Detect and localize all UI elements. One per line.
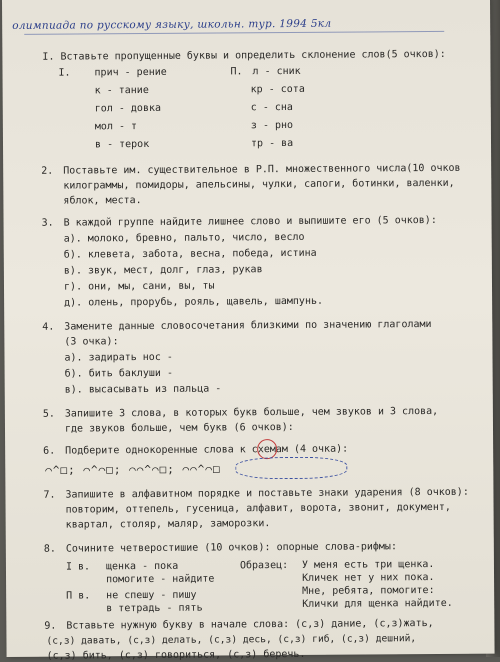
task3-number: 3. <box>41 217 54 229</box>
task9-line: Вставьте нужную букву в начале слова: (с,з) дание, (с,з)жать, <box>66 618 434 632</box>
task4-item: а). задирать нос - <box>64 351 173 364</box>
task6-title: Подберите однокоренные слова к схемам (4 очка): <box>65 443 349 457</box>
task8-variant2-rhyme: в тетрадь - пять <box>106 602 203 615</box>
blue-scribble-mark <box>235 457 347 480</box>
task9-line: (с,з) бить, (с,з) говориться, (с,з) беречь. <box>46 648 306 662</box>
task8-number: 8. <box>43 543 56 555</box>
task1-col2-label: П. <box>230 66 243 78</box>
task1-title: I. Вставьте пропущенные буквы и определить склонение слов(5 очков): <box>42 48 446 63</box>
task1-col1-item: гол - довка <box>94 102 162 115</box>
task2-line: яблок, места. <box>63 195 142 207</box>
task6-schemes: ⌒^□; ⌒^⌒□; ⌒⌒^⌒□; ⌒⌒^⌒□ <box>45 462 221 477</box>
task1-col2-item: л - сник <box>252 65 301 78</box>
task1-col1-item: в - терок <box>94 138 150 151</box>
task6-number: 6. <box>43 445 56 457</box>
task2-line: килограммы, помидоры, апельсины, чулки, сапоги, ботинки, валенки, <box>63 177 455 192</box>
paper-sheet <box>2 0 495 662</box>
task8-variant1-label: I в. <box>65 561 91 573</box>
task8-sample-line: Клички для щенка найдите. <box>302 597 453 610</box>
task4-item: б). бить баклуши - <box>64 367 174 380</box>
task9-number: 9. <box>44 620 57 632</box>
task4-line: (3 очка): <box>64 336 119 348</box>
task1-col2-item: тр - ва <box>250 137 294 150</box>
task3-item: б). клевета, забота, весна, победа, истина <box>63 247 317 261</box>
task4-item: в). высасывать из пальца - <box>64 383 222 396</box>
task1-col1-item: прич - рение <box>94 66 167 79</box>
task1-col2-item: з - рно <box>250 119 294 132</box>
task8-sample-line: Мне, ребята, помогите: <box>302 584 435 597</box>
task1-col2-item: кр - сота <box>250 83 305 96</box>
task8-variant2-label: П в. <box>66 590 91 602</box>
header-underline <box>24 31 444 35</box>
task3-item: г). они, мы, сани, вы, ты <box>63 280 215 293</box>
task7-line: квартал, столяр, маляр, заморозки. <box>65 518 271 531</box>
task7-number: 7. <box>43 489 56 501</box>
task5-number: 5. <box>42 408 55 420</box>
task7-line: Запишите в алфавитном порядке и поставьте знаки ударения (8 очков): <box>65 486 469 501</box>
task3-item: в). звук, мест, долг, глаз, рукав <box>63 264 263 277</box>
task4-line: Замените данные словосочетания близкими по значению глаголами <box>64 319 432 333</box>
task8-variant1-rhyme: помогите - найдите <box>106 573 215 586</box>
task8-sample-line: У меня есть три щенка. <box>301 558 435 571</box>
task8-sample-label: Образец: <box>239 560 289 572</box>
task3-title: В каждой группе найдите лишнее слово и выпишите его (5 очков): <box>63 214 437 229</box>
task7-line: повторим, оттепель, гусеница, алфавит, ворота, звонит, документ, <box>65 501 451 516</box>
task3-item: а). молоко, бревно, пальто, число, весло <box>63 231 305 245</box>
task1-col2-item: с - сна <box>250 101 293 114</box>
task5-line: где звуков больше, чем букв (6 очков): <box>64 421 294 435</box>
handwritten-header: олимпиада по русскому языку, школьн. тур. 1994 5кл <box>12 17 332 32</box>
task9-line: (с,з) давать, (с,з) делать, (с,з) десь, (с,з) гиб, (с,з) дешний, <box>46 633 417 647</box>
task8-variant1-rhyme: щенка - пока <box>105 560 179 573</box>
task8-variant2-rhyme: не спешу - пишу <box>106 589 197 602</box>
task5-line: Запишите 3 слова, в которых букв больше, чем звуков и 3 слова, <box>64 405 439 420</box>
task3-item: д). олень, прорубь, рояль, щавель, шампунь. <box>64 295 324 309</box>
task2-number: 2. <box>41 165 54 177</box>
task2-line: Поставьте им. существительное в Р.П. множественного числа(10 очков <box>63 162 461 177</box>
task1-col1-item: мол - т <box>94 121 138 133</box>
task8-title: Сочините четверостишие (10 очков): опорные слова-рифмы: <box>65 541 398 555</box>
task1-col1-item: к - тание <box>94 84 149 97</box>
task4-number: 4. <box>42 321 55 333</box>
task1-col1-label: I. <box>58 67 71 79</box>
task8-sample-line: Кличек нет у них пока. <box>302 571 435 584</box>
